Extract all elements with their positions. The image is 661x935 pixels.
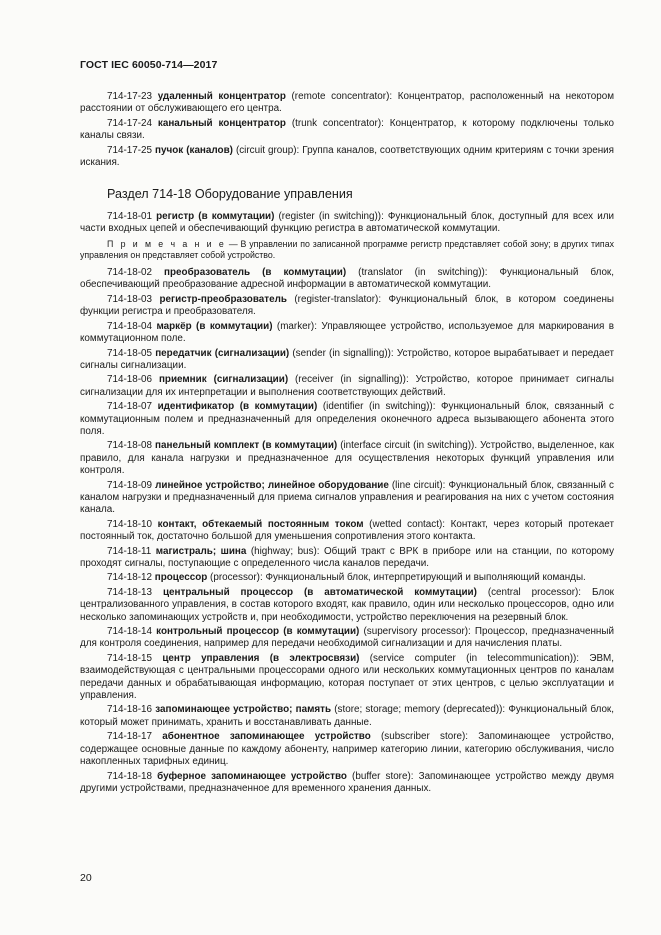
term-entry [80,546,614,571]
term-code: 714-18-07 [107,401,153,413]
term-entry [80,653,614,703]
term-title: маркёр (в коммутации) [156,320,273,332]
term-definition: (buffer store): Запоминающее устройство между двумя другими устройствами, предназначенное для временного хранения данных. [80,770,614,794]
term-title: удаленный концентратор [157,91,286,102]
term-definition: (processor): Функциональный блок, интерпретирующий и выполняющий команды. [207,572,586,584]
term-entry [80,572,614,584]
term-definition: (marker): Управляющее устройство, используемое для маркирования в коммутационном поле. [80,320,614,345]
term-entry [80,91,614,116]
term-definition: (interface circuit (in switching)). Устройство, выделенное, как правило, для канала нагрузки и предназначенное для осуществления некоторых функций управления или контроля. [80,440,614,477]
term-code: 714-18-06 [107,374,153,386]
term-definition: (wetted contact): Контакт, через который протекает постоянный ток, достаточно большой для уменьшения сопротивления этого контакта. [80,518,614,543]
term-definition: (register-translator): Функциональный блок, в котором соединены функции регистра и преобразователя. [80,293,615,318]
term-code: 714-17-24 [107,117,153,129]
page-content [80,91,614,797]
term-title: передатчик (сигнализации) [155,347,290,359]
term-code: 714-18-15 [107,652,153,664]
term-title: регистр (в коммутации) [156,210,275,222]
term-title: приемник (сигнализации) [158,374,289,386]
term-entry [80,348,614,373]
note [80,239,614,261]
term-definition: (subscriber store): Запоминающее устройство, содержащее основные данные по каждому абоненту, например категорию линии, категорию обслуживания, число накопленных тарифных единиц. [80,731,614,768]
term-entry [80,771,614,796]
term-title: пучок (каналов) [155,144,233,156]
term-title: буферное запоминающее устройство [157,770,347,782]
term-title: панельный комплект (в коммутации) [155,440,338,452]
term-title: абонентное запоминающее устройство [162,731,371,743]
term-definition: (trunk concentrator): Концентратор, к которому подключены только каналы связи. [80,117,615,142]
page-number: 20 [80,872,92,884]
entries-714-18-part1 [80,211,614,236]
term-title: линейное устройство; линейное оборудование [155,479,389,491]
term-code: 714-18-11 [107,545,152,557]
term-definition: (sender (in signalling)): Устройство, которое вырабатывает и передает сигналы сигнализации. [80,347,615,371]
term-code: 714-18-14 [107,626,153,638]
term-entry [80,731,614,768]
term-definition: (register (in switching)): Функциональный блок, доступный для всех или части входных цепей и обеспечивающий функцию регистра в автоматической коммутации. [80,210,614,235]
term-title: магистраль; шина [155,545,247,557]
term-title: контрольный процессор (в коммутации) [156,626,360,638]
term-code: 714-18-16 [107,704,153,716]
term-code: 714-18-05 [107,347,153,359]
note-label: П р и м е ч а н и е [107,238,226,249]
term-title: контакт, обтекаемый постоянным током [157,518,364,530]
section-title: Раздел 714-18 Оборудование управления [107,187,353,202]
term-code: 714-18-10 [107,518,153,530]
term-title: канальный концентратор [157,117,286,129]
term-code: 714-18-18 [107,770,153,782]
term-code: 714-18-08 [107,440,153,452]
term-title: регистр-преобразователь [159,293,287,305]
term-entry [80,374,614,399]
term-entry [80,519,614,544]
term-entry [80,118,614,143]
term-entry [80,440,614,477]
term-code: 714-18-09 [107,479,153,491]
term-entry [80,321,614,346]
term-definition: (supervisory processor): Процессор, предназначенный для контроля соединения, например для передачи необходимой сигнализации и для начисления платы. [80,626,614,650]
term-code: 714-18-13 [107,586,153,598]
term-code: 714-18-03 [107,293,153,305]
term-code: 714-18-02 [107,267,153,279]
term-entry [80,626,614,651]
term-definition: (receiver (in signalling)): Устройство, которое принимает сигналы сигнализации для их интерпретации и выполнения соответствующих действий. [80,374,614,398]
term-definition: (line circuit): Функциональный блок, связанный с каналом нагрузки и предназначенный для приема сигналов управления и реагирования на них с учетом состояния канала. [80,479,614,516]
term-definition: (store; storage; memory (deprecated)): Функциональный блок, который может принимать, хранить и восстанавливать данные. [80,704,614,728]
standard-header: ГОСТ IEC 60050-714—2017 [80,59,218,71]
term-entry [80,145,614,170]
term-entry [80,704,614,729]
term-entry [80,211,614,236]
entries-714-17 [80,91,614,169]
term-title: центральный процессор (в автоматической коммутации) [162,586,477,598]
term-title: центр управления (в электросвязи) [162,652,360,664]
term-entry [80,401,614,438]
term-code: 714-17-25 [107,144,153,156]
term-definition: (highway; bus): Общий тракт с ВРК в приборе или на станции, по которому проходят сигналы, поступающие с определенного числа каналов передачи. [80,545,615,569]
term-code: 714-18-12 [107,572,153,584]
term-title: запоминающее устройство; память [155,704,332,716]
term-title: процессор [154,572,208,584]
term-definition: (circuit group): Группа каналов, соответствующих одним критериям с точки зрения искания. [80,144,615,169]
term-code: 714-18-01 [107,210,153,222]
term-entry [80,267,614,292]
term-definition: (translator (in switching)): Функциональный блок, обеспечивающий преобразование адресной информации в автоматической коммутации. [80,267,615,291]
entries-714-18-part2 [80,267,614,795]
term-definition: (service computer (in telecommunication)): ЭВМ, взаимодействующая с центральными процессорами одного или нескольких коммутационных центров по каналам передачи данных и обрабатывающая информацию, которая поступает от этих центров, с целью эксплуатации и управления. [80,652,614,702]
term-definition: (identifier (in switching)): Функциональный блок, связанный с коммутационным полем и предназначенный для определения оконечного адреса вызывающего абонента этого поля. [80,401,614,437]
term-title: преобразователь (в коммутации) [164,267,347,279]
term-definition: (central processor): Блок централизованного управления, в состав которого входят, как правило, один или несколько процессоров, одно или несколько запоминающих устройств и, при необходимости, устройство переключения на резервный блок. [80,586,615,623]
term-entry [80,294,614,319]
term-entry [80,480,614,517]
term-definition: (remote concentrator): Концентратор, расположенный на некотором расстоянии от обслуживающего его центра. [80,91,614,115]
term-title: идентификатор (в коммутации) [157,401,318,413]
term-code: 714-18-17 [107,731,153,743]
term-code: 714-18-04 [107,320,153,332]
term-code: 714-17-23 [107,91,153,102]
note-text: — В управлении по записанной программе регистр представляет собой зону; в других типах управления он представляет собой устройство. [80,238,614,260]
term-entry [80,587,614,624]
